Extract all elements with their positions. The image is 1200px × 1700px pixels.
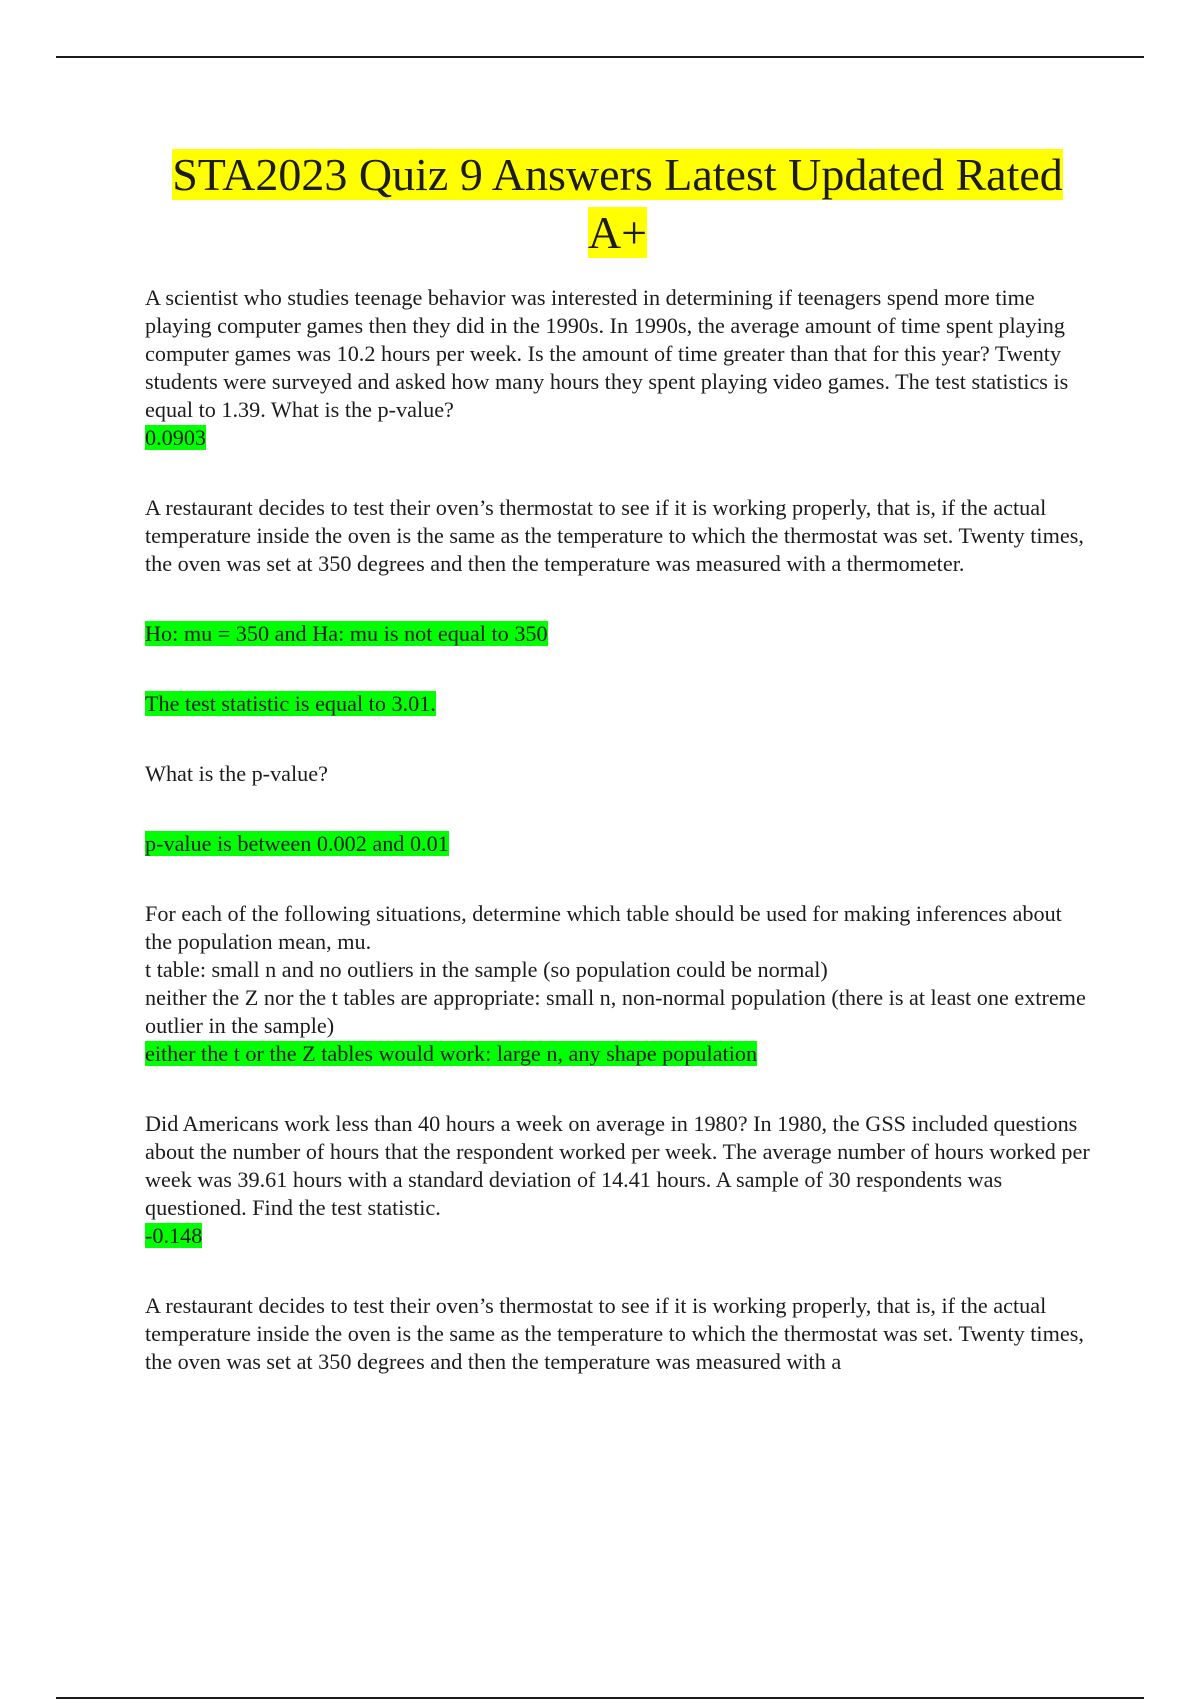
question-3-answer-line [145,1040,1090,1068]
question-4-answer-line [145,1222,1090,1250]
question-3-line-1: t table: small n and no outliers in the sample (so population could be normal) [145,957,828,982]
question-1-answer: 0.0903 [145,425,207,450]
question-2-answer-line [145,830,1090,858]
question-3-line-2: neither the Z nor the t tables are appropriate: small n, non-normal population (there is at least one extreme outlier in the sample) [145,985,1086,1038]
question-3-text: For each of the following situations, determine which table should be used for making inferences about the population mean, mu. [145,901,1062,954]
question-4-answer: -0.148 [145,1223,203,1248]
question-5-text: A restaurant decides to test their oven’s thermostat to see if it is working properly, that is, if the actual temperature inside the oven is the same as the temperature to which the thermostat was set. Twenty times, the oven was set at 350 degrees and then the temperature was measured with a [145,1293,1084,1374]
question-2-test-statistic: The test statistic is equal to 3.01. [145,691,436,716]
question-1-text: A scientist who studies teenage behavior was interested in determining if teenagers spend more time playing computer games then they did in the 1990s. In 1990s, the average amount of time spent playing computer games was 10.2 hours per week. Is the amount of time greater than that for this year? Twenty students were surveyed and asked how many hours they spent playing video games. The test statistics is equal to 1.39. What is the p-value? [145,285,1069,422]
question-1-answer-line [145,424,1090,452]
question-2-followup: What is the p-value? [145,761,328,786]
bottom-rule [56,1697,1144,1699]
question-2-test-statistic-line [145,690,1090,718]
document-title: STA2023 Quiz 9 Answers Latest Updated Rated A+ [172,149,1063,258]
question-2-hypotheses-line [145,620,1090,648]
question-4-text: Did Americans work less than 40 hours a week on average in 1980? In 1980, the GSS included questions about the number of hours that the respondent worked per week. The average number of hours worked per week was 39.61 hours with a standard deviation of 14.41 hours. A sample of 30 respondents was questioned. Find the test statistic. [145,1111,1090,1220]
top-rule [56,56,1144,58]
question-2-answer: p-value is between 0.002 and 0.01 [145,831,449,856]
question-2-hypotheses: Ho: mu = 350 and Ha: mu is not equal to 350 [145,621,548,646]
document-body [145,146,1090,1376]
question-3-answer: either the t or the Z tables would work: large n, any shape population [145,1041,758,1066]
question-2-text: A restaurant decides to test their oven’s thermostat to see if it is working properly, that is, if the actual temperature inside the oven is the same as the temperature to which the thermostat was set. Twenty times, the oven was set at 350 degrees and then the temperature was measured with a thermometer. [145,495,1084,576]
